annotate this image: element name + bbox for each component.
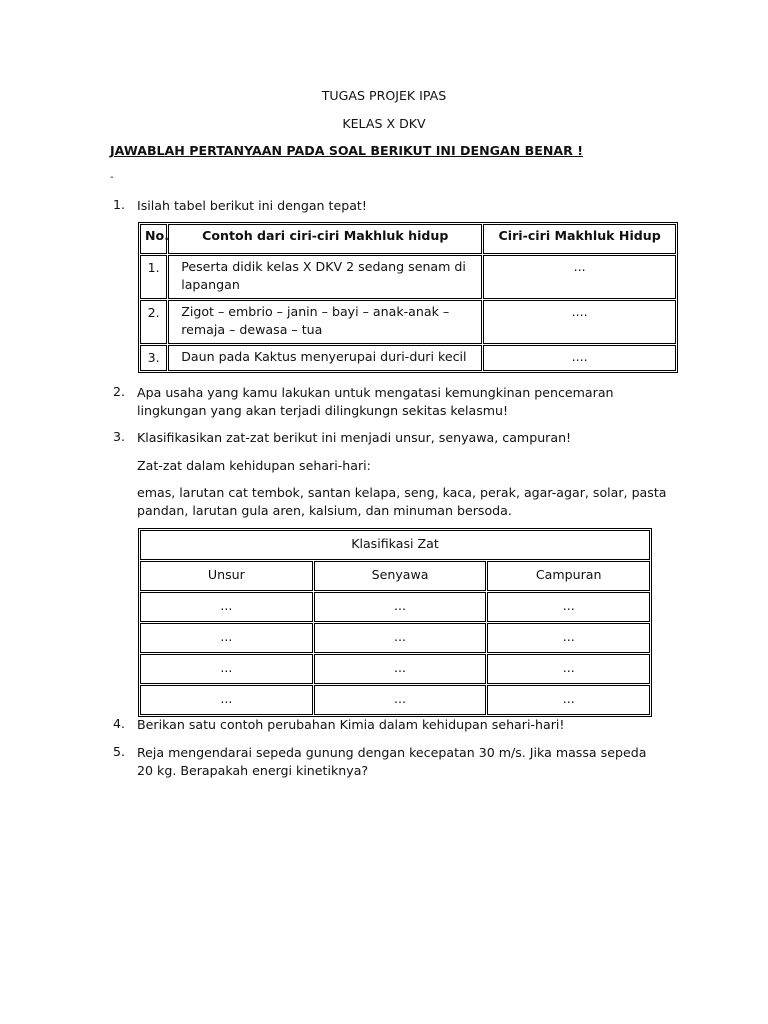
table-row [140,654,650,684]
table-row [140,623,650,653]
question-2-number: 2. [112,384,125,399]
instruction-heading: JAWABLAH PERTANYAAN PADA SOAL BERIKUT INI DENGAN BENAR ! [110,143,583,158]
class-label: KELAS X DKV [342,116,426,131]
question-2-text: Apa usaha yang kamu lakukan untuk mengatasi kemungkinan pencemaran lingkungan yang akan terjadi dilingkungn sekitas kelasmu! [137,385,614,418]
question-1-text: Isilah tabel berikut ini dengan tepat! [137,198,367,213]
row-answer[interactable]: .... [483,345,676,371]
table-row [140,592,650,622]
row-number: 2. [140,300,167,344]
column-senyawa: Senyawa [314,561,487,591]
table-header-row [140,224,676,254]
classification-table [138,528,652,717]
row-answer[interactable]: ... [483,255,676,299]
question-4-number: 4. [112,716,125,731]
classification-header-row [140,561,650,591]
question-4-text: Berikan satu contoh perubahan Kimia dalam kehidupan sehari-hari! [137,717,565,732]
answer-cell[interactable]: ... [487,685,650,715]
question-3-subheading: Zat-zat dalam kehidupan sehari-hari: [137,458,371,473]
answer-cell[interactable]: ... [314,654,487,684]
classification-title: Klasifikasi Zat [140,530,650,560]
answer-cell[interactable]: ... [140,623,313,653]
answer-cell[interactable]: ... [314,623,487,653]
question-3-number: 3. [112,429,125,444]
row-number: 1. [140,255,167,299]
characteristics-table [138,222,678,373]
answer-cell[interactable]: ... [314,685,487,715]
question-3-items: emas, larutan cat tembok, santan kelapa, seng, kaca, perak, agar-agar, solar, pasta pandan, larutan gula aren, kalsium, dan minuman bersoda. [137,485,667,518]
column-unsur: Unsur [140,561,313,591]
question-5-number: 5. [112,744,125,759]
answer-cell[interactable]: ... [140,592,313,622]
table-row [140,300,676,344]
header-no: No. [140,224,167,254]
classification-title-row [140,530,650,560]
table-row [140,255,676,299]
dash-mark: - [110,172,114,183]
answer-cell[interactable]: ... [140,654,313,684]
column-campuran: Campuran [487,561,650,591]
row-answer[interactable]: .... [483,300,676,344]
row-example: Daun pada Kaktus menyerupai duri-duri kecil [168,345,482,371]
question-5-text: Reja mengendarai sepeda gunung dengan kecepatan 30 m/s. Jika massa sepeda 20 kg. Berapakah energi kinetiknya? [137,745,647,778]
document-title: TUGAS PROJEK IPAS [321,88,447,103]
row-number: 3. [140,345,167,371]
header-example: Contoh dari ciri-ciri Makhluk hidup [168,224,482,254]
answer-cell[interactable]: ... [487,623,650,653]
table-row [140,685,650,715]
header-characteristic: Ciri-ciri Makhluk Hidup [483,224,676,254]
answer-cell[interactable]: ... [314,592,487,622]
answer-cell[interactable]: ... [487,592,650,622]
answer-cell[interactable]: ... [487,654,650,684]
row-example: Zigot – embrio – janin – bayi – anak-anak – remaja – dewasa – tua [168,300,482,344]
question-3-text: Klasifikasikan zat-zat berikut ini menjadi unsur, senyawa, campuran! [137,430,572,445]
answer-cell[interactable]: ... [140,685,313,715]
question-1-number: 1. [112,197,125,212]
row-example: Peserta didik kelas X DKV 2 sedang senam di lapangan [168,255,482,299]
table-row [140,345,676,371]
